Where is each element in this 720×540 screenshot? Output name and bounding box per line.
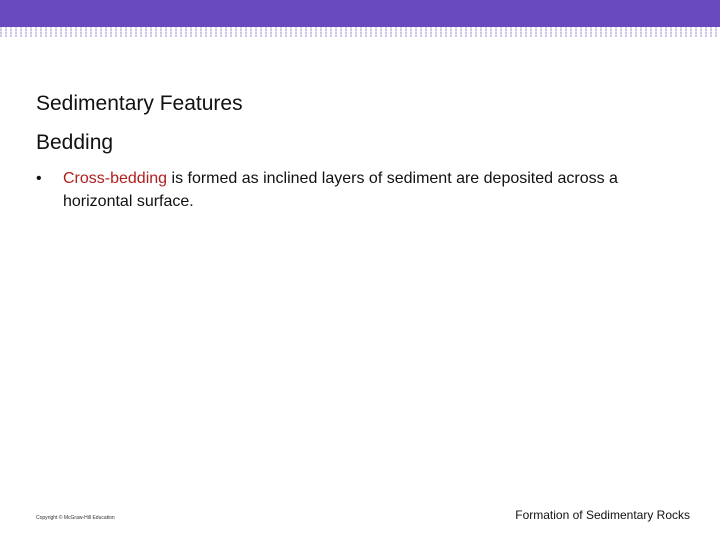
bullet-item [36, 167, 686, 213]
bullet-text [63, 167, 686, 213]
header-dot-band [0, 27, 720, 37]
footer-title: Formation of Sedimentary Rocks [515, 508, 690, 522]
header-bar [0, 0, 720, 27]
slide-title: Sedimentary Features [36, 92, 243, 115]
copyright-notice: Copyright © McGraw-Hill Education [36, 515, 115, 521]
bullet-body-text: is formed as inclined layers of sediment are deposited across a horizontal surface. [63, 170, 618, 210]
highlighted-term: Cross-bedding [63, 170, 168, 187]
bullet-marker: • [36, 170, 42, 187]
slide-subtitle: Bedding [36, 131, 114, 154]
bullet-list [36, 167, 686, 213]
